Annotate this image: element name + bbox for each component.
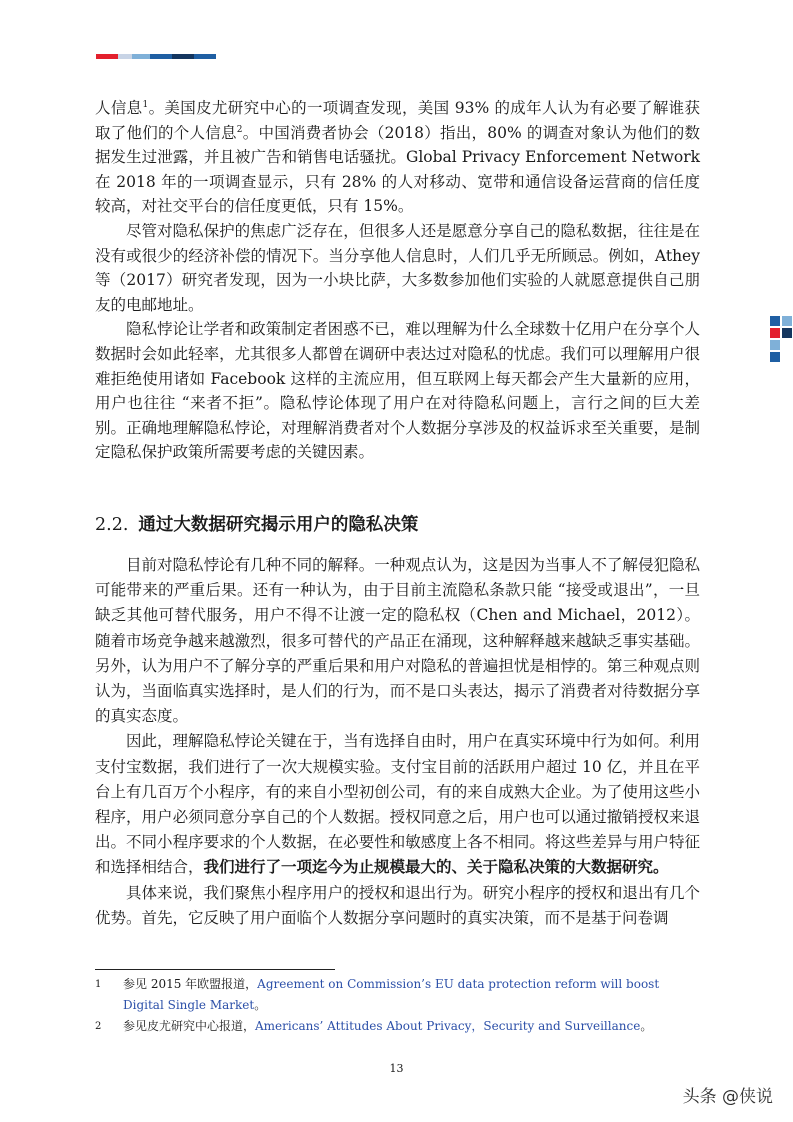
paragraph-1: 人信息$^1$。美国皮尤研究中心的一项调查发现，美国 93% 的成年人认为有必要了解谁获取了他们的个人信息$^2$。中国消费者协会（2018）指出，80% 的调查对象认为他们的数据发生过泄露，并且被广告和销售电话骚扰。Global Privacy Enforcement Network 在 2018 年的一项调查显示，只有 28% 的人对移动、宽带和通信设备运营商的信任度较高，对社交平台的信任度更低，只有 15%。 [95, 99, 700, 216]
page-number: 13 [389, 1062, 404, 1075]
footnote-ref-2[interactable]: 2 [236, 124, 243, 135]
body-text-top [95, 96, 700, 465]
footnote-divider [95, 969, 335, 970]
footnote-link-2[interactable]: Americans’ Attitudes About Privacy，Security and Surveillance [255, 1019, 641, 1033]
section-title: 通过大数据研究揭示用户的隐私决策 [138, 515, 419, 535]
paragraph-6: 具体来说，我们聚焦小程序用户的授权和退出行为。研究小程序的授权和退出有几个优势。首先，它反映了用户面临个人数据分享问题时的真实决策，而不是基于问卷调 [95, 883, 700, 927]
footnote-ref-1[interactable]: 1 [142, 99, 149, 110]
footnote-2: 2 参见皮尤研究中心报道，Americans’ Attitudes About Privacy，Security and Surveillance。 [95, 1016, 700, 1037]
footnote-mark: 1 [95, 979, 102, 990]
bold-emphasis: 我们进行了一项迄今为止规模最大的、关于隐私决策的大数据研究。 [203, 858, 669, 877]
footnote-1: 1 参见 2015 年欧盟报道，Agreement on Commission’s EU data protection reform will boost Digital Single Market。 [95, 974, 700, 1016]
side-decoration [770, 316, 793, 362]
paragraph-4: 目前对隐私悖论有几种不同的解释。一种观点认为，这是因为当事人不了解侵犯隐私可能带来的严重后果。还有一种认为，由于目前主流隐私条款只能 “接受或退出”，一旦缺乏其他可替代服务，用户不得不让渡一定的隐私权（Chen and Michael，2012）。随着市场竞争越来越激烈，很多可替代的产品正在涌现，这种解释越来越缺乏事实基础。另外，认为用户不了解分享的严重后果和用户对隐私的普遍担忧是相悖的。第三种观点则认为，当面临真实选择时，是人们的行为，而不是口头表达，揭示了消费者对待数据分享的真实态度。 [95, 556, 700, 726]
header-color-bar [96, 54, 216, 59]
footnote-link-1[interactable]: Agreement on Commission’s EU data protection reform will boost Digital Single Market [123, 977, 660, 1012]
section-number: 2.2. [95, 515, 129, 535]
footnote-mark: 2 [95, 1021, 102, 1032]
watermark: 头条 @侠说 [682, 1087, 773, 1107]
body-text-bottom [95, 553, 700, 931]
paragraph-3: 隐私悖论让学者和政策制定者困惑不已，难以理解为什么全球数十亿用户在分享个人数据时会如此轻率，尤其很多人都曾在调研中表达过对隐私的忧虑。我们可以理解用户很难拒绝使用诸如 Facebook 这样的主流应用，但互联网上每天都会产生大量新的应用，用户也往往 “来者不拒”。隐私悖论体现了用户在对待隐私问题上，言行之间的巨大差别。正确地理解隐私悖论，对理解消费者对个人数据分享涉及的权益诉求至关重要，是制定隐私保护政策所需要考虑的关键因素。 [95, 320, 700, 462]
paragraph-2: 尽管对隐私保护的焦虑广泛存在，但很多人还是愿意分享自己的隐私数据，往往是在没有或很少的经济补偿的情况下。当分享他人信息时，人们几乎无所顾忌。例如，Athey 等（2017）研究者发现，因为一小块比萨，大多数参加他们实验的人就愿意提供自己朋友的电邮地址。 [95, 221, 700, 314]
section-heading [95, 511, 418, 536]
paragraph-5: 因此，理解隐私悖论关键在于，当有选择自由时，用户在真实环境中行为如何。利用支付宝数据，我们进行了一次大规模实验。支付宝目前的活跃用户超过 10 亿，并且在平台上有几百万个小程序，有的来自小型初创公司，有的来自成熟大企业。为了使用这些小程序，用户必须同意分享自己的个人数据。授权同意之后，用户也可以通过撤销授权来退出。不同小程序要求的个人数据，在必要性和敏感度上各不相同。将这些差异与用户特征和选择相结合，我们进行了一项迄今为止规模最大的、关于隐私决策的大数据研究。 [95, 732, 700, 877]
